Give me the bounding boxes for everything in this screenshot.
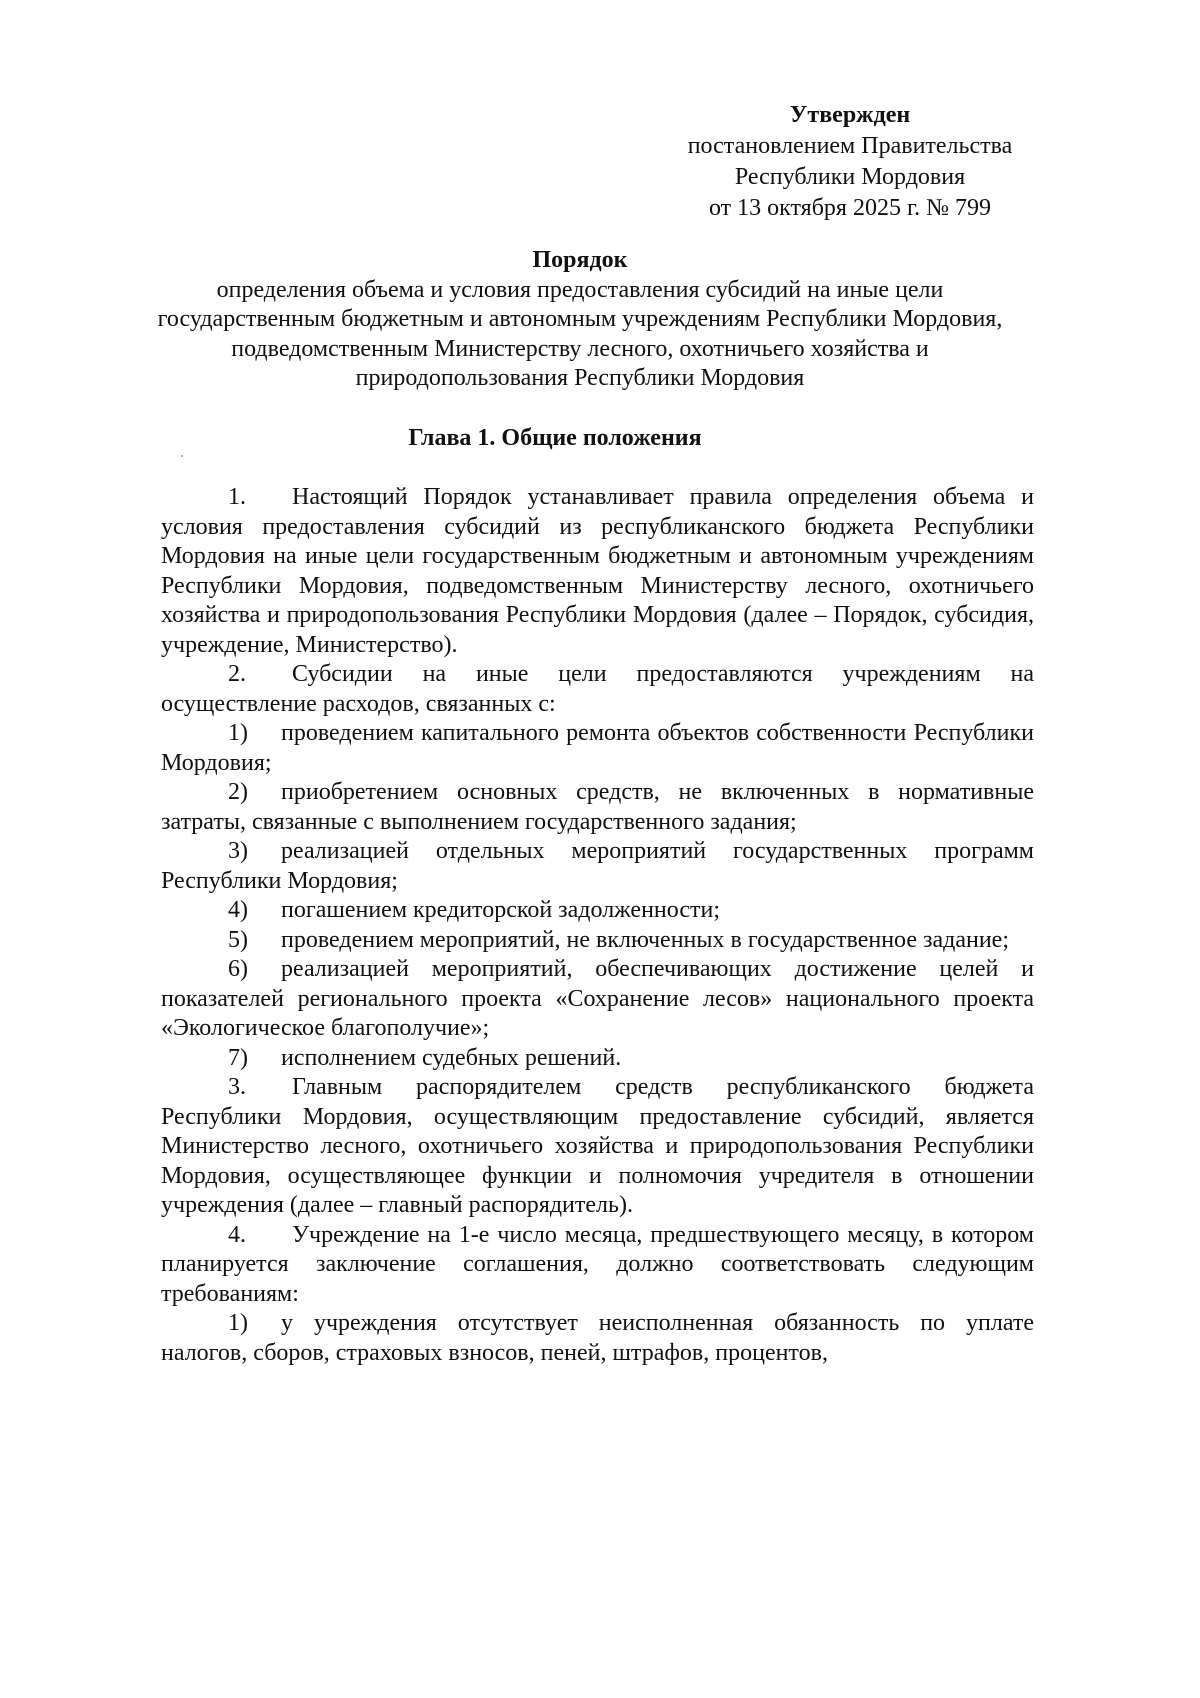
paragraph-text: Главным распорядителем средств республиканского бюджета Республики Мордовия, осуществляющим предоставление субсидий, является Министерство лесного, охотничьего хозяйства и природопользования Республики Мордовия, осуществляющее функции и полномочия учредителя в отношении учреждения (далее – главный распорядитель). <box>161 1074 1034 1218</box>
list-item-text: исполнением судебных решений. <box>281 1044 622 1071</box>
list-item-number: 4) <box>228 897 248 923</box>
approval-line-2: Республики Мордовия <box>734 164 966 190</box>
list-item <box>161 1044 1034 1074</box>
paragraph-number: 3. <box>228 1074 246 1100</box>
list-item-text: приобретением основных средств, не включенных в нормативные затраты, связанные с выполнением государственного задания; <box>161 779 1034 835</box>
scan-speck <box>181 455 183 457</box>
approval-line-3: от 13 октября 2025 г. № 799 <box>708 195 991 221</box>
list-item-text: реализацией отдельных мероприятий государственных программ Республики Мордовия; <box>161 838 1034 894</box>
list-item <box>161 955 1034 1044</box>
approval-heading: Утвержден <box>789 102 911 128</box>
list-item-text: проведением мероприятий, не включенных в государственное задание; <box>281 926 1010 953</box>
list-item-text: у учреждения отсутствует неисполненная обязанность по уплате налогов, сборов, страховых взносов, пеней, штрафов, процентов, <box>161 1310 1034 1366</box>
list-item <box>161 1309 1034 1368</box>
paragraph-text: Субсидии на иные цели предоставляются учреждениям на осуществление расходов, связанных с: <box>161 661 1034 717</box>
document-title <box>150 246 1010 394</box>
paragraph <box>161 1221 1034 1310</box>
list-item-text: погашением кредиторской задолженности; <box>281 897 721 923</box>
list-item-number: 6) <box>228 956 248 982</box>
list-item-number: 3) <box>228 838 248 864</box>
list-item-number: 5) <box>228 926 248 953</box>
list-item-text: реализацией мероприятий, обеспечивающих достижение целей и показателей регионального проекта «Сохранение лесов» национального проекта «Экологическое благополучие»; <box>161 956 1034 1041</box>
title-subtitle: определения объема и условия предоставления субсидий на иные цели государственным бюджетным и автономным учреждениям Республики Мордовия, подведомственным Министерству лесного, охотничьего хозяйства и природопользования Республики Мордовия <box>157 276 1003 391</box>
list-item-number: 1) <box>228 720 248 746</box>
paragraph-number: 1. <box>228 484 246 510</box>
list-item-number: 7) <box>228 1044 248 1071</box>
list-item <box>161 837 1034 896</box>
paragraph <box>161 483 1034 660</box>
approval-line-1: постановлением Правительства <box>687 133 1013 159</box>
paragraph-text: Учреждение на 1-е число месяца, предшествующего месяцу, в котором планируется заключение соглашения, должно соответствовать следующим требованиям: <box>161 1221 1034 1307</box>
list-item <box>161 719 1034 778</box>
list-item-text: проведением капитального ремонта объектов собственности Республики Мордовия; <box>161 720 1034 776</box>
chapter-heading: Глава 1. Общие положения <box>408 425 702 451</box>
list-item <box>161 926 1034 956</box>
document-body <box>161 483 1034 1368</box>
title-heading: Порядок <box>532 247 628 273</box>
list-item-number: 2) <box>228 779 248 805</box>
paragraph-number: 4. <box>228 1221 246 1248</box>
paragraph-number: 2. <box>228 661 246 687</box>
paragraph <box>161 660 1034 719</box>
list-item-number: 1) <box>228 1310 248 1336</box>
list-item <box>161 778 1034 837</box>
approval-stamp <box>640 100 1060 224</box>
paragraph-text: Настоящий Порядок устанавливает правила определения объема и условия предоставления субсидий из республиканского бюджета Республики Мордовия на иные цели государственным бюджетным и автономным учреждениям Республики Мордовия, подведомственным Министерству лесного, охотничьего хозяйства и природопользования Республики Мордовия (далее – Порядок, субсидия, учреждение, Министерство). <box>161 484 1034 658</box>
paragraph <box>161 1073 1034 1221</box>
list-item <box>161 896 1034 926</box>
